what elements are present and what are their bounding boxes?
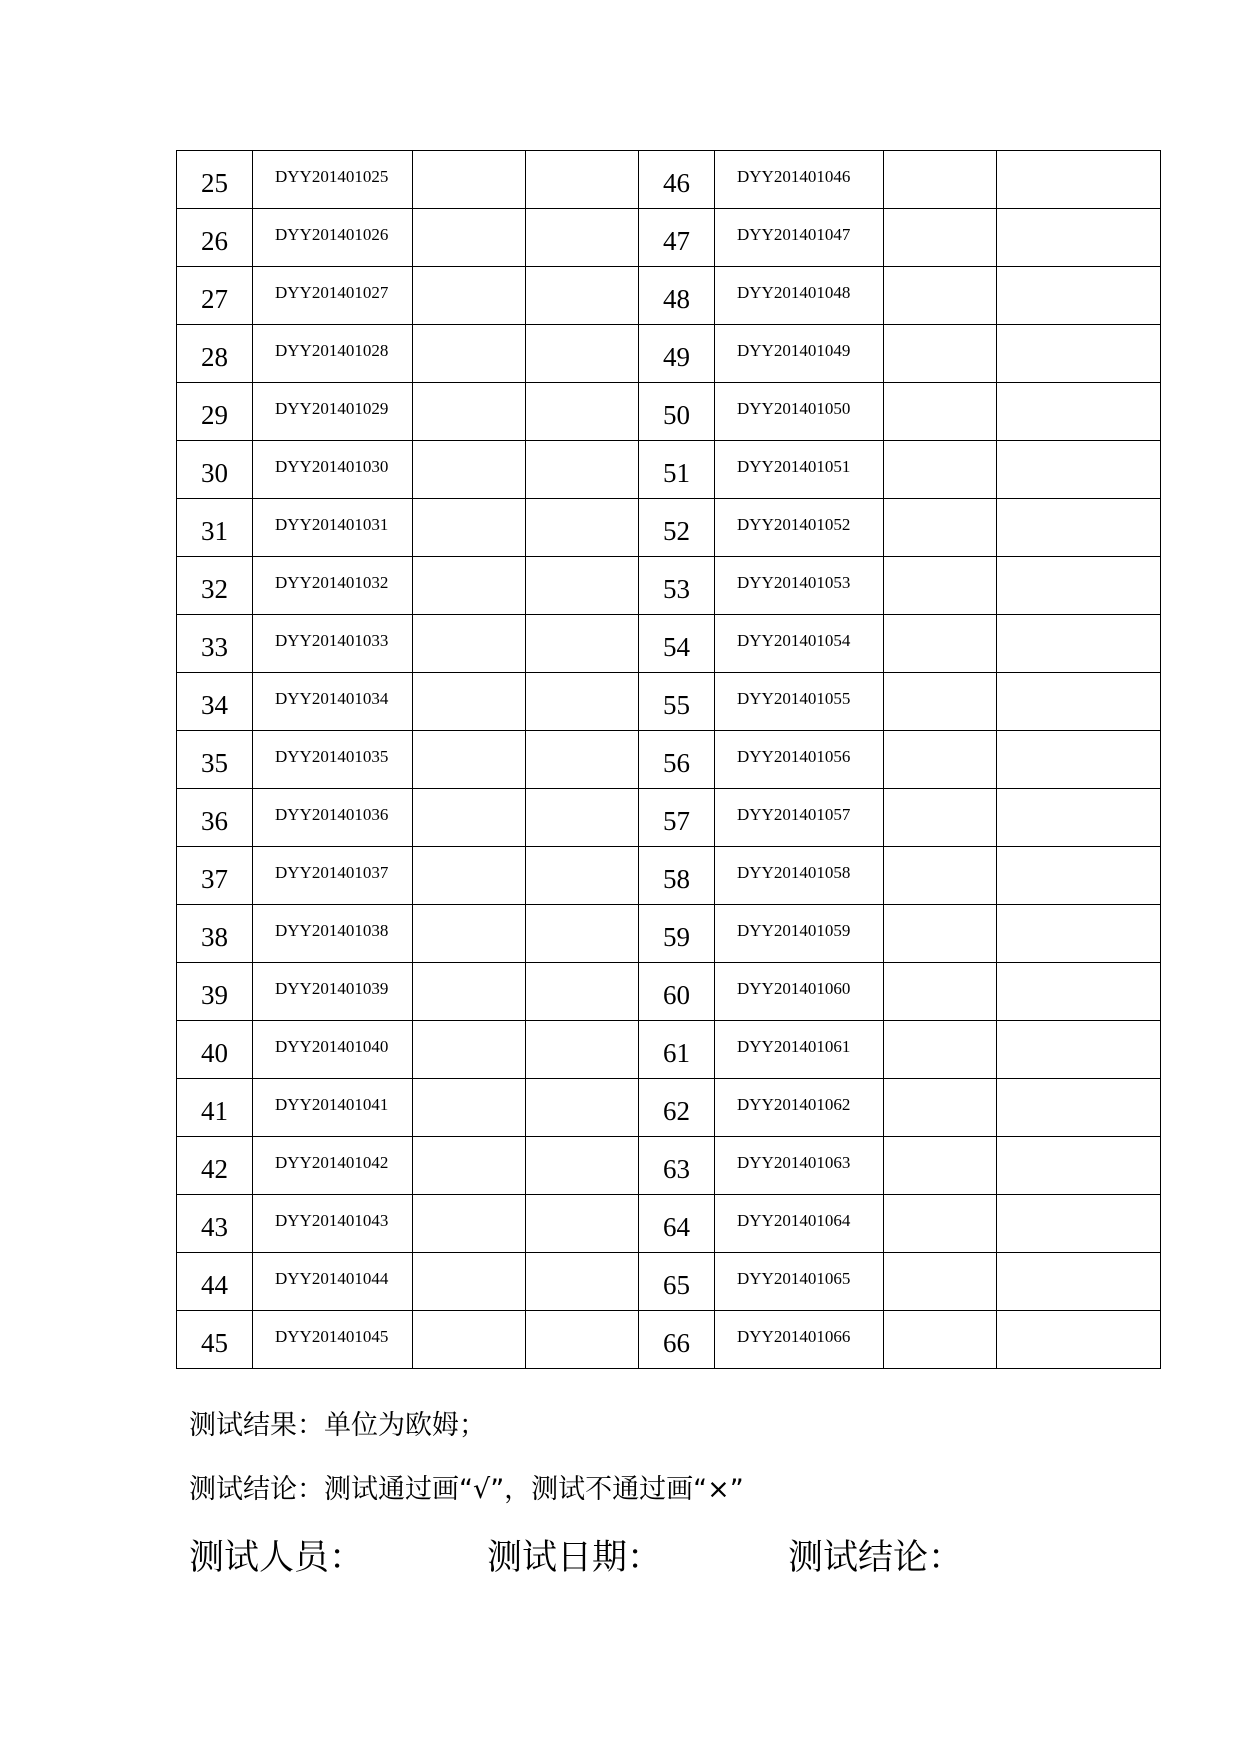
right-item-code: DYY201401051 xyxy=(715,441,884,499)
left-result-cell[interactable] xyxy=(413,441,526,499)
table-row xyxy=(177,441,1161,499)
right-result-cell[interactable] xyxy=(884,673,997,731)
right-item-number: 65 xyxy=(639,1253,715,1311)
left-conclusion-cell[interactable] xyxy=(526,615,639,673)
table-row xyxy=(177,963,1161,1021)
table-row xyxy=(177,1021,1161,1079)
right-result-cell[interactable] xyxy=(884,383,997,441)
left-item-code: DYY201401043 xyxy=(253,1195,413,1253)
left-item-number: 38 xyxy=(177,905,253,963)
left-item-code: DYY201401042 xyxy=(253,1137,413,1195)
left-item-number: 39 xyxy=(177,963,253,1021)
right-result-cell[interactable] xyxy=(884,441,997,499)
left-item-code: DYY201401030 xyxy=(253,441,413,499)
right-item-number: 59 xyxy=(639,905,715,963)
left-result-cell[interactable] xyxy=(413,1311,526,1369)
left-conclusion-cell[interactable] xyxy=(526,789,639,847)
left-result-cell[interactable] xyxy=(413,615,526,673)
right-item-code: DYY201401061 xyxy=(715,1021,884,1079)
left-conclusion-cell[interactable] xyxy=(526,731,639,789)
right-item-number: 53 xyxy=(639,557,715,615)
left-item-number: 27 xyxy=(177,267,253,325)
left-conclusion-cell[interactable] xyxy=(526,905,639,963)
right-item-number: 66 xyxy=(639,1311,715,1369)
right-conclusion-cell[interactable] xyxy=(997,963,1161,1021)
left-result-cell[interactable] xyxy=(413,905,526,963)
right-item-code: DYY201401059 xyxy=(715,905,884,963)
left-conclusion-cell[interactable] xyxy=(526,1021,639,1079)
table-body xyxy=(177,151,1161,1369)
left-conclusion-cell[interactable] xyxy=(526,151,639,209)
left-item-number: 34 xyxy=(177,673,253,731)
left-item-number: 44 xyxy=(177,1253,253,1311)
right-item-number: 60 xyxy=(639,963,715,1021)
left-result-cell[interactable] xyxy=(413,1079,526,1137)
left-result-cell[interactable] xyxy=(413,557,526,615)
right-result-cell[interactable] xyxy=(884,847,997,905)
table-row xyxy=(177,1195,1161,1253)
right-item-number: 49 xyxy=(639,325,715,383)
left-result-cell[interactable] xyxy=(413,325,526,383)
left-result-cell[interactable] xyxy=(413,789,526,847)
left-result-cell[interactable] xyxy=(413,731,526,789)
right-result-cell[interactable] xyxy=(884,789,997,847)
right-result-cell[interactable] xyxy=(884,151,997,209)
right-result-cell[interactable] xyxy=(884,731,997,789)
left-result-cell[interactable] xyxy=(413,1137,526,1195)
right-result-cell[interactable] xyxy=(884,1253,997,1311)
right-item-number: 56 xyxy=(639,731,715,789)
right-result-cell[interactable] xyxy=(884,1021,997,1079)
right-item-number: 64 xyxy=(639,1195,715,1253)
table-row xyxy=(177,151,1161,209)
right-item-code: DYY201401062 xyxy=(715,1079,884,1137)
right-item-number: 61 xyxy=(639,1021,715,1079)
right-conclusion-cell[interactable] xyxy=(997,847,1161,905)
right-conclusion-cell[interactable] xyxy=(997,789,1161,847)
right-conclusion-cell[interactable] xyxy=(997,731,1161,789)
left-item-number: 29 xyxy=(177,383,253,441)
left-item-number: 33 xyxy=(177,615,253,673)
left-item-number: 41 xyxy=(177,1079,253,1137)
table-row xyxy=(177,1137,1161,1195)
left-conclusion-cell[interactable] xyxy=(526,499,639,557)
right-item-code: DYY201401048 xyxy=(715,267,884,325)
right-result-cell[interactable] xyxy=(884,209,997,267)
right-item-code: DYY201401064 xyxy=(715,1195,884,1253)
left-item-code: DYY201401038 xyxy=(253,905,413,963)
left-item-number: 43 xyxy=(177,1195,253,1253)
left-conclusion-cell[interactable] xyxy=(526,1137,639,1195)
test-conclusion-note: 测试结论：测试通过画“√”，测试不通过画“×” xyxy=(189,1474,744,1505)
right-result-cell[interactable] xyxy=(884,557,997,615)
right-conclusion-cell[interactable] xyxy=(997,673,1161,731)
table-row xyxy=(177,673,1161,731)
left-result-cell[interactable] xyxy=(413,847,526,905)
left-conclusion-cell[interactable] xyxy=(526,209,639,267)
table-row xyxy=(177,847,1161,905)
right-result-cell[interactable] xyxy=(884,1079,997,1137)
right-conclusion-cell[interactable] xyxy=(997,325,1161,383)
left-item-code: DYY201401029 xyxy=(253,383,413,441)
right-result-cell[interactable] xyxy=(884,325,997,383)
right-item-code: DYY201401047 xyxy=(715,209,884,267)
left-item-number: 30 xyxy=(177,441,253,499)
left-item-number: 42 xyxy=(177,1137,253,1195)
right-conclusion-cell[interactable] xyxy=(997,151,1161,209)
left-item-code: DYY201401026 xyxy=(253,209,413,267)
right-result-cell[interactable] xyxy=(884,963,997,1021)
left-item-number: 25 xyxy=(177,151,253,209)
table-row xyxy=(177,325,1161,383)
table-row xyxy=(177,1079,1161,1137)
table-row xyxy=(177,789,1161,847)
right-item-number: 51 xyxy=(639,441,715,499)
right-item-number: 62 xyxy=(639,1079,715,1137)
right-item-number: 50 xyxy=(639,383,715,441)
left-conclusion-cell[interactable] xyxy=(526,1195,639,1253)
right-item-code: DYY201401052 xyxy=(715,499,884,557)
left-item-code: DYY201401039 xyxy=(253,963,413,1021)
right-conclusion-cell[interactable] xyxy=(997,267,1161,325)
right-item-code: DYY201401060 xyxy=(715,963,884,1021)
table-row xyxy=(177,615,1161,673)
right-conclusion-cell[interactable] xyxy=(997,209,1161,267)
table-row xyxy=(177,731,1161,789)
right-item-code: DYY201401056 xyxy=(715,731,884,789)
left-conclusion-cell[interactable] xyxy=(526,1311,639,1369)
right-result-cell[interactable] xyxy=(884,499,997,557)
left-conclusion-cell[interactable] xyxy=(526,441,639,499)
left-conclusion-cell[interactable] xyxy=(526,963,639,1021)
test-result-note: 测试结果：单位为欧姆； xyxy=(189,1410,486,1441)
left-item-number: 45 xyxy=(177,1311,253,1369)
right-conclusion-cell[interactable] xyxy=(997,441,1161,499)
right-item-number: 47 xyxy=(639,209,715,267)
right-item-number: 55 xyxy=(639,673,715,731)
right-conclusion-cell[interactable] xyxy=(997,905,1161,963)
right-result-cell[interactable] xyxy=(884,615,997,673)
right-conclusion-cell[interactable] xyxy=(997,383,1161,441)
right-conclusion-cell[interactable] xyxy=(997,1021,1161,1079)
right-conclusion-cell[interactable] xyxy=(997,1079,1161,1137)
left-item-number: 31 xyxy=(177,499,253,557)
right-result-cell[interactable] xyxy=(884,1311,997,1369)
left-result-cell[interactable] xyxy=(413,1021,526,1079)
table-row xyxy=(177,383,1161,441)
left-item-code: DYY201401031 xyxy=(253,499,413,557)
tester-label: 测试人员： xyxy=(189,1538,365,1578)
right-item-code: DYY201401049 xyxy=(715,325,884,383)
right-item-number: 58 xyxy=(639,847,715,905)
right-item-code: DYY201401053 xyxy=(715,557,884,615)
left-item-code: DYY201401027 xyxy=(253,267,413,325)
left-item-code: DYY201401045 xyxy=(253,1311,413,1369)
right-conclusion-cell[interactable] xyxy=(997,1311,1161,1369)
right-result-cell[interactable] xyxy=(884,1195,997,1253)
right-item-code: DYY201401065 xyxy=(715,1253,884,1311)
right-result-cell[interactable] xyxy=(884,905,997,963)
left-item-code: DYY201401036 xyxy=(253,789,413,847)
right-item-number: 52 xyxy=(639,499,715,557)
left-item-number: 32 xyxy=(177,557,253,615)
left-item-code: DYY201401034 xyxy=(253,673,413,731)
left-item-code: DYY201401028 xyxy=(253,325,413,383)
signature-row xyxy=(189,1530,1089,1580)
left-conclusion-cell[interactable] xyxy=(526,1253,639,1311)
left-conclusion-cell[interactable] xyxy=(526,557,639,615)
right-item-code: DYY201401054 xyxy=(715,615,884,673)
right-item-code: DYY201401050 xyxy=(715,383,884,441)
left-result-cell[interactable] xyxy=(413,383,526,441)
left-item-code: DYY201401033 xyxy=(253,615,413,673)
table-row xyxy=(177,557,1161,615)
table-row xyxy=(177,499,1161,557)
table-row xyxy=(177,1311,1161,1369)
right-item-code: DYY201401058 xyxy=(715,847,884,905)
left-conclusion-cell[interactable] xyxy=(526,1079,639,1137)
left-item-number: 35 xyxy=(177,731,253,789)
left-conclusion-cell[interactable] xyxy=(526,847,639,905)
left-item-number: 37 xyxy=(177,847,253,905)
right-conclusion-cell[interactable] xyxy=(997,1253,1161,1311)
left-result-cell[interactable] xyxy=(413,1195,526,1253)
test-conclusion-label: 测试结论： xyxy=(788,1538,964,1578)
right-result-cell[interactable] xyxy=(884,267,997,325)
left-result-cell[interactable] xyxy=(413,267,526,325)
left-item-code: DYY201401040 xyxy=(253,1021,413,1079)
left-result-cell[interactable] xyxy=(413,151,526,209)
right-item-code: DYY201401066 xyxy=(715,1311,884,1369)
left-item-code: DYY201401025 xyxy=(253,151,413,209)
right-item-code: DYY201401055 xyxy=(715,673,884,731)
right-conclusion-cell[interactable] xyxy=(997,499,1161,557)
right-conclusion-cell[interactable] xyxy=(997,557,1161,615)
left-conclusion-cell[interactable] xyxy=(526,383,639,441)
table-row xyxy=(177,1253,1161,1311)
left-result-cell[interactable] xyxy=(413,499,526,557)
left-conclusion-cell[interactable] xyxy=(526,325,639,383)
table-row xyxy=(177,905,1161,963)
left-item-code: DYY201401041 xyxy=(253,1079,413,1137)
right-item-number: 48 xyxy=(639,267,715,325)
left-result-cell[interactable] xyxy=(413,673,526,731)
left-item-number: 40 xyxy=(177,1021,253,1079)
left-item-number: 28 xyxy=(177,325,253,383)
table-row xyxy=(177,267,1161,325)
right-item-code: DYY201401063 xyxy=(715,1137,884,1195)
right-item-number: 63 xyxy=(639,1137,715,1195)
test-date-label: 测试日期： xyxy=(487,1538,663,1578)
right-item-code: DYY201401046 xyxy=(715,151,884,209)
left-item-code: DYY201401035 xyxy=(253,731,413,789)
left-conclusion-cell[interactable] xyxy=(526,267,639,325)
right-conclusion-cell[interactable] xyxy=(997,1195,1161,1253)
right-item-number: 46 xyxy=(639,151,715,209)
left-item-code: DYY201401037 xyxy=(253,847,413,905)
right-item-number: 54 xyxy=(639,615,715,673)
left-item-code: DYY201401044 xyxy=(253,1253,413,1311)
right-item-code: DYY201401057 xyxy=(715,789,884,847)
left-result-cell[interactable] xyxy=(413,963,526,1021)
right-item-number: 57 xyxy=(639,789,715,847)
resistance-test-table xyxy=(176,150,1161,1369)
left-conclusion-cell[interactable] xyxy=(526,673,639,731)
left-item-number: 36 xyxy=(177,789,253,847)
left-item-code: DYY201401032 xyxy=(253,557,413,615)
left-item-number: 26 xyxy=(177,209,253,267)
table-row xyxy=(177,209,1161,267)
right-conclusion-cell[interactable] xyxy=(997,1137,1161,1195)
left-result-cell[interactable] xyxy=(413,1253,526,1311)
right-result-cell[interactable] xyxy=(884,1137,997,1195)
left-result-cell[interactable] xyxy=(413,209,526,267)
right-conclusion-cell[interactable] xyxy=(997,615,1161,673)
